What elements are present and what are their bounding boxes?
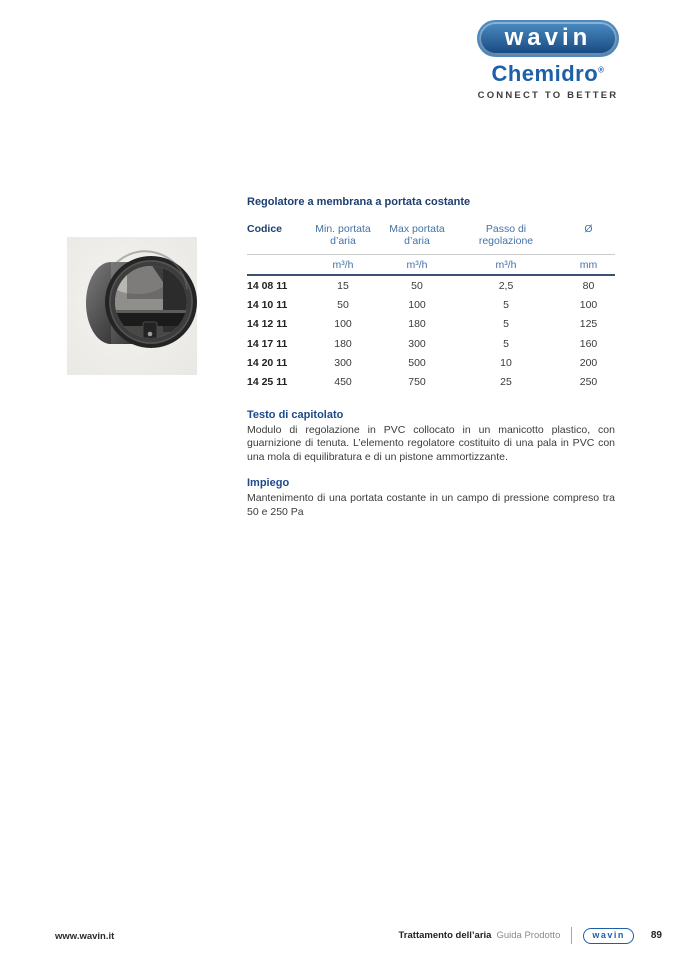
footer-doc-type: Guida Prodotto — [496, 930, 561, 941]
footer-doc-section: Trattamento dell’aria — [398, 930, 492, 941]
table-cell: 300 — [408, 337, 426, 350]
cell-codice: 14 17 11 — [247, 337, 288, 350]
table-cell: 300 — [334, 356, 352, 369]
footer-divider — [571, 927, 572, 944]
section-body: Modulo di regolazione in PVC collocato in un manicotto plastico, con guarnizione di tenuta. L’elemento regolatore costituito di una pala in PVC con una mola di equilibratura e di un pistone ammortizzante. — [247, 423, 615, 463]
table-row — [247, 315, 615, 334]
table-cell: 250 — [579, 376, 598, 389]
col-header-diameter: Ø — [584, 223, 593, 235]
cell-codice: 14 20 11 — [247, 356, 288, 369]
table-row — [247, 353, 615, 372]
table-body — [247, 276, 615, 392]
table-cell: 500 — [408, 356, 426, 369]
wavin-logo-text: wavin — [504, 24, 592, 51]
table-cell: 25 — [500, 376, 512, 389]
table-row — [247, 295, 615, 314]
main-content — [247, 196, 615, 519]
cell-codice: 14 12 11 — [247, 318, 288, 331]
col-header-min-portata: Min. portata d’aria — [315, 223, 371, 247]
table-cell: 5 — [503, 298, 509, 311]
table-cell: 200 — [579, 356, 598, 369]
table-cell: 450 — [334, 376, 352, 389]
table-cell: 2,5 — [498, 279, 514, 292]
table-cell: 5 — [503, 337, 509, 350]
table-cell: 750 — [408, 376, 426, 389]
table-cell: 100 — [334, 318, 352, 331]
brand-tagline: CONNECT TO BETTER — [477, 90, 619, 101]
table-cell: 80 — [582, 279, 595, 292]
table-cell: 50 — [337, 298, 349, 311]
section-testo-di-capitolato — [247, 409, 615, 465]
unit-max: m³/h — [406, 259, 428, 271]
chemidro-logo: Chemidro® — [491, 61, 605, 86]
col-header-max-portata: Max portata d’aria — [389, 223, 445, 247]
cell-codice: 14 08 11 — [247, 279, 288, 292]
flow-regulator-image — [67, 237, 197, 375]
brand-block — [468, 20, 628, 101]
cell-codice: 14 10 11 — [247, 298, 288, 311]
footer-right — [399, 927, 662, 944]
registered-mark: ® — [598, 65, 605, 75]
footer-website: www.wavin.it — [55, 931, 115, 942]
unit-min: m³/h — [332, 259, 354, 271]
page-number: 89 — [650, 930, 662, 941]
table-cell: 125 — [579, 318, 598, 331]
wavin-logo — [477, 20, 619, 57]
table-cell: 15 — [337, 279, 349, 292]
table-row — [247, 276, 615, 295]
table-units-row — [247, 255, 615, 274]
table-cell: 50 — [411, 279, 423, 292]
table-cell: 180 — [408, 318, 426, 331]
table-row — [247, 334, 615, 353]
section-body: Mantenimento di una portata costante in un campo di pressione compreso tra 50 e 250 Pa — [247, 492, 615, 518]
section-heading: Testo di capitolato — [247, 408, 344, 421]
section-impiego — [247, 477, 615, 519]
col-header-codice: Codice — [247, 223, 283, 235]
col-header-passo: Passo di regolazione — [478, 223, 534, 247]
cell-codice: 14 25 11 — [247, 376, 288, 389]
product-photo — [67, 237, 197, 375]
page-title: Regolatore a membrana a portata costante — [247, 196, 471, 208]
table-cell: 100 — [408, 298, 426, 311]
unit-diameter: mm — [579, 259, 598, 271]
table-cell: 100 — [579, 298, 598, 311]
table-header-row — [247, 223, 615, 247]
table-row — [247, 372, 615, 391]
table-cell: 10 — [500, 356, 512, 369]
table-cell: 160 — [579, 337, 598, 350]
unit-passo: m³/h — [495, 259, 517, 271]
footer-wavin-logo: wavin — [583, 928, 634, 944]
table-cell: 5 — [503, 318, 509, 331]
section-heading: Impiego — [247, 477, 290, 490]
table-cell: 180 — [334, 337, 352, 350]
